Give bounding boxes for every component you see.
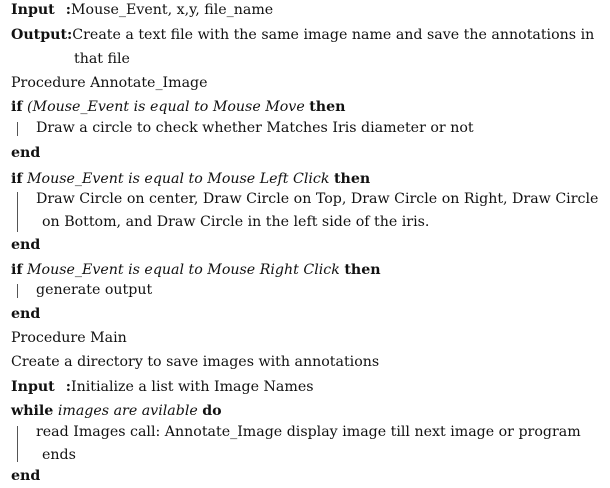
input-text: Mouse_Event, x,y, file_name bbox=[71, 2, 274, 18]
if-left-click-body-2: on Bottom, and Draw Circle in the left side of the iris. bbox=[42, 214, 430, 230]
input-text: Initialize a list with Image Names bbox=[71, 379, 314, 395]
output-separator: : bbox=[67, 27, 73, 43]
if-right-click-line bbox=[11, 261, 381, 279]
block-bar bbox=[17, 284, 18, 298]
input-line bbox=[11, 1, 273, 19]
input-label: Input bbox=[11, 2, 55, 18]
if-mouse-move-line bbox=[11, 98, 345, 116]
input-separator: : bbox=[65, 379, 71, 395]
end-keyword: end bbox=[11, 237, 41, 253]
end-keyword: end bbox=[11, 306, 41, 322]
if-keyword: if bbox=[11, 262, 23, 278]
output-text-1: Create a text file with the same image name and save the annotations in bbox=[72, 27, 595, 43]
if-mouse-move-body: Draw a circle to check whether Matches Iris diameter or not bbox=[36, 120, 474, 136]
while-body-2: ends bbox=[42, 447, 76, 463]
procedure-annotate-heading: Procedure Annotate_Image bbox=[11, 75, 208, 91]
while-keyword: while bbox=[11, 403, 54, 419]
then-keyword: then bbox=[333, 171, 371, 187]
block-bar bbox=[17, 122, 18, 136]
output-label: Output bbox=[11, 27, 68, 43]
while-condition: images are avilable bbox=[57, 403, 198, 419]
if-condition: Mouse_Event is equal to Mouse Right Click bbox=[27, 262, 340, 278]
then-keyword: then bbox=[344, 262, 381, 278]
if-left-click-body-1: Draw Circle on center, Draw Circle on Top, Draw Circle on Right, Draw Circle bbox=[36, 191, 599, 207]
if-left-click-line bbox=[11, 170, 370, 188]
while-line bbox=[11, 402, 222, 420]
if-keyword: if bbox=[11, 99, 23, 115]
input-separator: : bbox=[65, 2, 71, 18]
if-condition: Mouse_Event is equal to Mouse Left Click bbox=[27, 171, 330, 187]
input-line-2 bbox=[11, 378, 314, 396]
output-continuation bbox=[74, 50, 130, 68]
output-text-2: that file bbox=[74, 51, 130, 67]
if-right-click-body: generate output bbox=[36, 282, 153, 298]
input-label: Input bbox=[11, 379, 55, 395]
do-keyword: do bbox=[202, 403, 222, 419]
block-bar bbox=[17, 426, 18, 462]
if-condition: (Mouse_Event is equal to Mouse Move bbox=[27, 99, 305, 115]
block-bar bbox=[17, 192, 18, 232]
then-keyword: then bbox=[309, 99, 346, 115]
end-keyword: end bbox=[11, 468, 41, 484]
while-body-1: read Images call: Annotate_Image display image till next image or program bbox=[36, 424, 581, 440]
procedure-main-heading: Procedure Main bbox=[11, 330, 127, 346]
create-directory-line: Create a directory to save images with annotations bbox=[11, 354, 380, 370]
output-line bbox=[11, 26, 594, 44]
if-keyword: if bbox=[11, 171, 23, 187]
end-keyword: end bbox=[11, 145, 41, 161]
